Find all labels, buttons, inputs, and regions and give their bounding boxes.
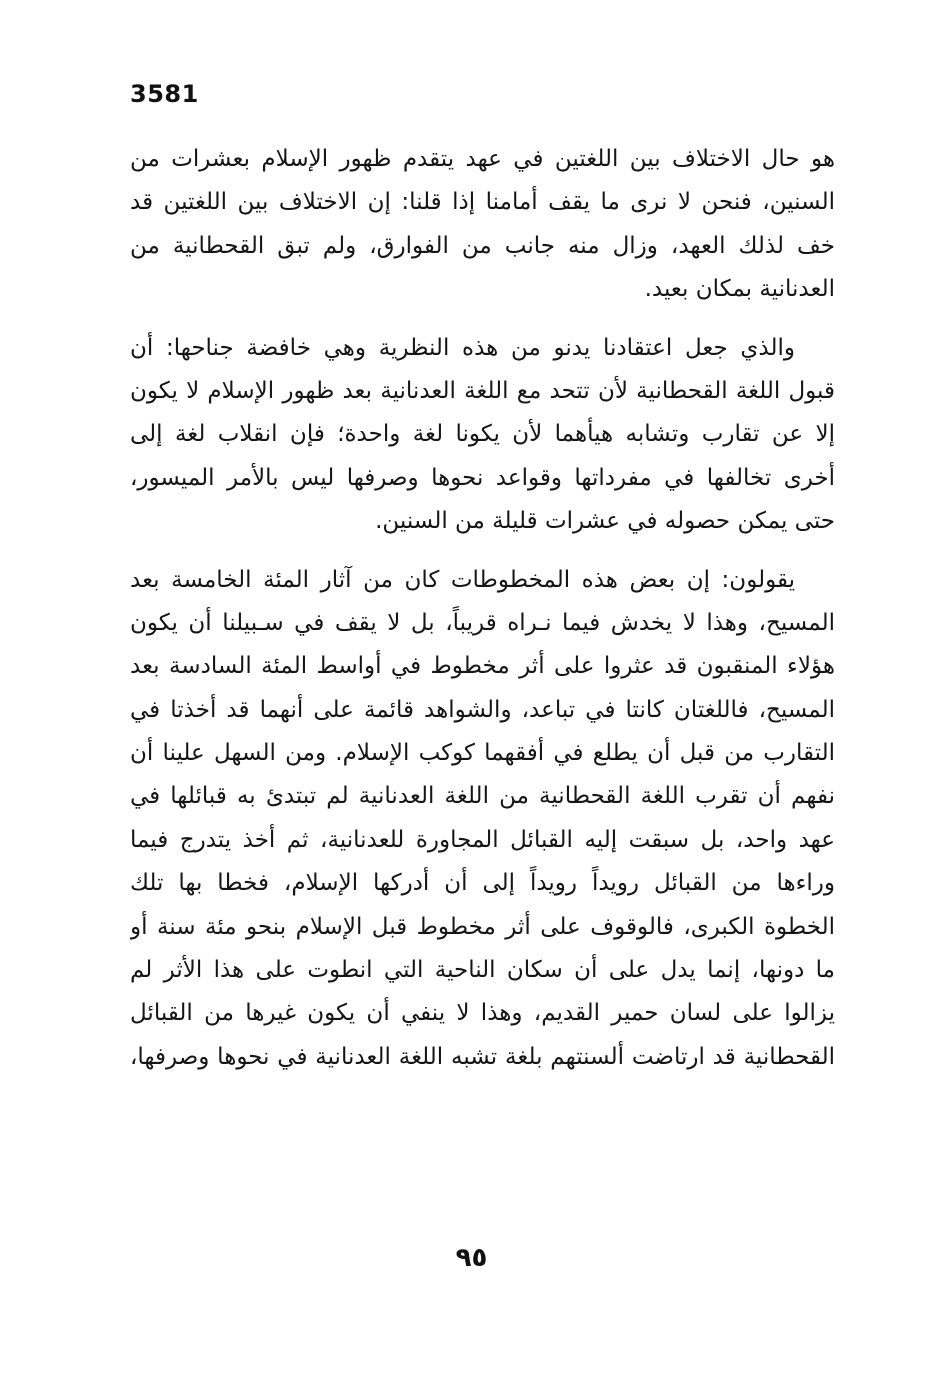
text-line: يزالوا على لسان حمير القديم، وهذا لا ينفي أن يكون غيرها من القبائل [130,1000,835,1027]
text-line: يقولون: إن بعض هذه المخطوطات كان من آثار المئة الخامسة بعد [130,566,795,593]
text-line: العدنانية بمكان بعيد. [644,276,835,303]
text-line: هو حال الاختلاف بين اللغتين في عهد يتقدم ظهور الإسلام بعشرات من [130,146,835,172]
text-line: خف لذلك العهد، وزال منه جانب من الفوارق، ولم تبق القحطانية من [130,232,835,259]
text-line: حتى يمكن حصوله في عشرات قليلة من السنين. [375,508,835,535]
text-line: المسيح، وهذا لا يخدش فيما نـراه قريباً، بل لا يقف في سـبيلنا أن يكون [130,609,835,636]
text-line: الخطوة الكبرى، فالوقوف على أثر مخطوط قبل الإسلام بنحو مئة سنة أو [130,913,835,940]
text-line: نفهم أن تقرب اللغة القحطانية من اللغة العدنانية لم تبتدئ به قبائلها في [130,783,835,810]
paragraph-2 [130,327,835,544]
text-line: عهد واحد، بل سبقت إليه القبائل المجاورة للعدنانية، ثم أخذ يتدرج فيما [130,826,835,853]
text-line: ما دونها، إنما يدل على أن سكان الناحية التي انطوت على هذا الأثر لم [130,957,835,984]
reference-number: 3581 [130,80,199,108]
text-line: المسيح، فاللغتان كانتا في تباعد، والشواهد قائمة على أنهما قد أخذتا في [130,696,835,723]
body-text [130,138,835,1094]
paragraph-1 [130,138,835,312]
text-line: قبول اللغة القحطانية لأن تتحد مع اللغة العدنانية بعد ظهور الإسلام لا يكون [130,377,835,404]
text-line: هؤلاء المنقبون قد عثروا على أثر مخطوط في أواسط المئة السادسة بعد [130,653,835,680]
text-line: والذي جعل اعتقادنا يدنو من هذه النظرية وهي خافضة جناحها: أن [130,334,795,361]
text-line: أخرى تخالفها في مفرداتها وقواعد نحوها وصرفها ليس بالأمر الميسور، [130,464,835,491]
text-line: التقارب من قبل أن يطلع في أفقهما كوكب الإسلام. ومن السهل علينا أن [130,740,835,767]
text-line: وراءها من القبائل رويداً رويداً إلى أن أدركها الإسلام، فخطا بها تلك [130,870,835,897]
page-number: ٩٥ [455,1243,488,1273]
paragraph-3 [130,559,835,1080]
text-line: إلا عن تقارب وتشابه هيأهما لأن يكونا لغة واحدة؛ فإن انقلاب لغة إلى [130,421,835,448]
text-line: السنين، فنحن لا نرى ما يقف أمامنا إذا قلنا: إن الاختلاف بين اللغتين قد [130,189,835,216]
text-line: القحطانية قد ارتاضت ألسنتهم بلغة تشبه اللغة العدنانية في نحوها وصرفها، [130,1043,835,1070]
